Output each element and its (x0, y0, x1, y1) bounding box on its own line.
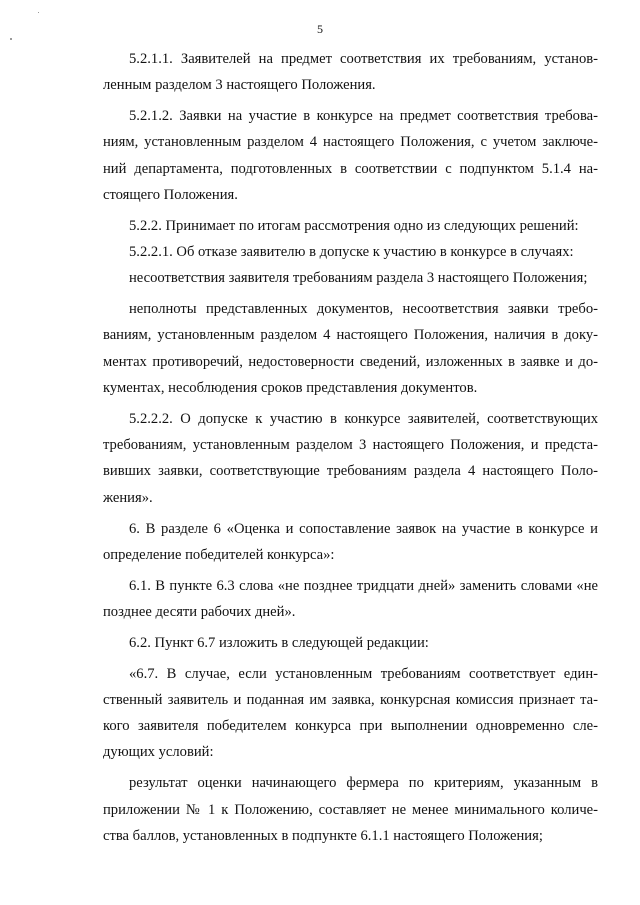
text-line: 6.1. В пункте 6.3 слова «не позднее тридцати дней» заменить словами «не (129, 577, 598, 594)
text-line: 5.2.1.2. Заявки на участие в конкурсе на предмет соответствия требова- (129, 108, 598, 125)
text-line: 6.2. Пункт 6.7 изложить в следующей редакции: (129, 634, 429, 651)
text-line: кументах, несоблюдения сроков представления документов. (103, 380, 478, 397)
scan-speck (38, 12, 39, 13)
text-line: приложении № 1 к Положению, составляет не менее минимального количе- (103, 801, 598, 818)
text-line: 5.2.2. Принимает по итогам рассмотрения одно из следующих решений: (129, 217, 579, 234)
text-line: стоящего Положения. (103, 186, 238, 203)
text-line: 5.2.2.2. О допуске к участию в конкурсе заявителей, соответствующих (129, 410, 598, 427)
scan-speck (10, 38, 12, 40)
text-line: ний департамента, подготовленных в соответствии с подпунктом 5.1.4 на- (103, 160, 598, 177)
text-line: позднее десяти рабочих дней». (103, 603, 296, 620)
text-line: неполноты представленных документов, несоответствия заявки требо- (129, 301, 598, 318)
text-line: «6.7. В случае, если установленным требованиям соответствует един- (129, 665, 598, 682)
text-line: жения». (103, 489, 153, 506)
text-line: 6. В разделе 6 «Оценка и сопоставление заявок на участие в конкурсе и (129, 520, 598, 537)
text-line: результат оценки начинающего фермера по критериям, указанным в (129, 775, 598, 792)
text-line: ленным разделом 3 настоящего Положения. (103, 77, 376, 94)
text-line: кого заявителя победителем конкурса при выполнении одновременно сле- (103, 718, 598, 735)
text-line: ственный заявитель и поданная им заявка, конкурсная комиссия признает та- (103, 691, 598, 708)
text-line: ментах противоречий, недостоверности сведений, изложенных в заявке и до- (103, 353, 598, 370)
text-line: ства баллов, установленных в подпункте 6.1.1 настоящего Положения; (103, 827, 543, 844)
text-line: определение победителей конкурса»: (103, 546, 335, 563)
text-line: ваниям, установленным разделом 4 настоящего Положения, наличия в доку- (103, 327, 598, 344)
text-line: требованиям, установленным разделом 3 настоящего Положения, и предста- (103, 437, 598, 454)
text-line: дующих условий: (103, 744, 214, 761)
page-number: 5 (317, 22, 323, 36)
text-line: несоответствия заявителя требованиям раздела 3 настоящего Положения; (129, 270, 588, 287)
text-line: 5.2.2.1. Об отказе заявителю в допуске к участию в конкурсе в случаях: (129, 244, 574, 261)
text-line: ниям, установленным разделом 4 настоящего Положения, с учетом заключе- (103, 134, 598, 151)
document-body (103, 46, 598, 849)
text-line: 5.2.1.1. Заявителей на предмет соответствия их требованиям, установ- (129, 51, 598, 67)
text-line: вивших заявки, соответствующие требованиям раздела 4 настоящего Поло- (103, 463, 598, 480)
